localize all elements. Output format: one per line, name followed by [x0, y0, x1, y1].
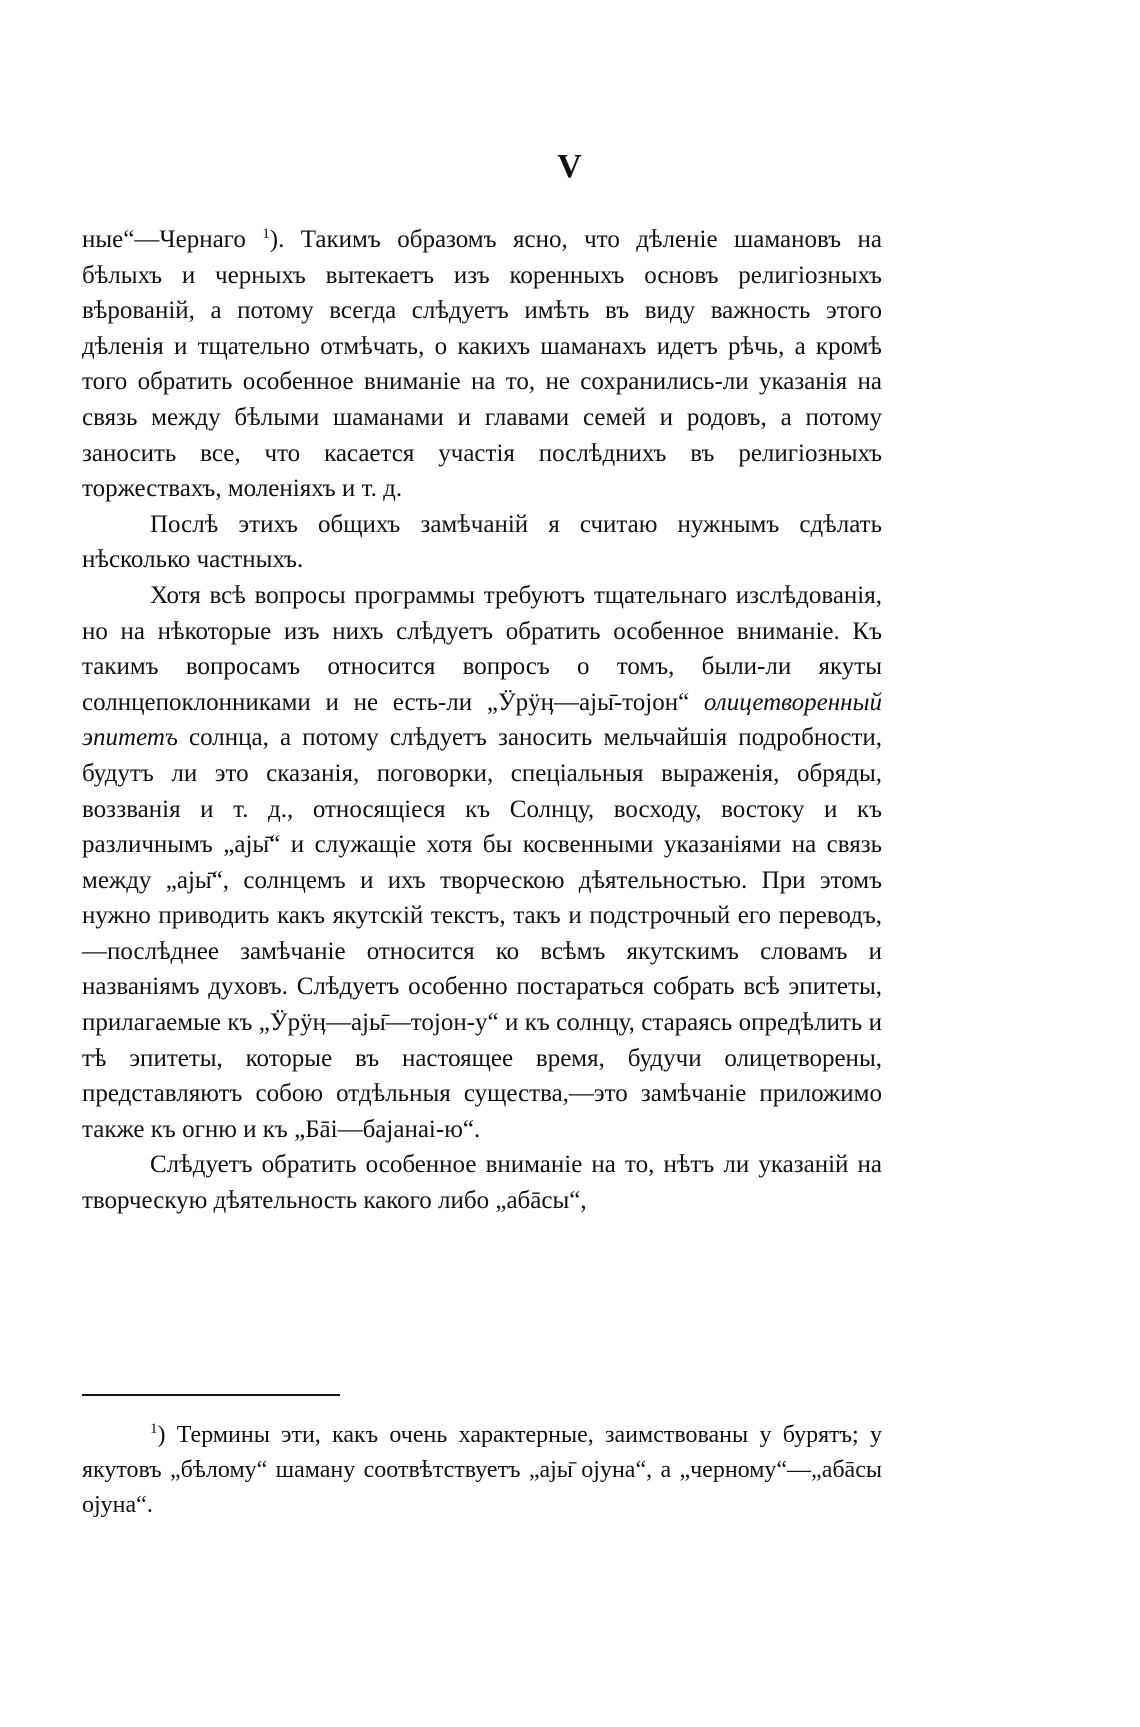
- paragraph-4: Слѣдуетъ обратить особенное вниманіе на то, нѣтъ ли указаній на творческую дѣятельность какого либо „абāсы“,: [82, 1151, 882, 1215]
- footnote-marker: 1: [150, 1421, 158, 1437]
- paragraph-1-rest: ). Такимъ образомъ ясно, что дѣленіе шамановъ на бѣлыхъ и черныхъ вытекаетъ изъ коренныхъ основъ религіозныхъ вѣрованій, а потому всегда слѣдуетъ имѣть въ виду важность этого дѣленія и тщательно отмѣчать, о какихъ шаманахъ идетъ рѣчь, а кромѣ того обратить особенное вниманіе на то, не сохранились-ли указанія на связь между бѣлыми шаманами и главами семей и родовъ, а потому заносить все, что касается участія послѣднихъ въ религіозныхъ торжествахъ, моленіяхъ и т. д.: [82, 226, 882, 503]
- main-text: [82, 222, 882, 1219]
- footnote-text: ) Термины эти, какъ очень характерные, заимствованы у бурятъ; у якутовъ „бѣлому“ шаману соотвѣтствуетъ „ајы̄ ојуна“, а „черному“—„абāсы ојуна“.: [82, 1422, 882, 1518]
- paragraph-3: [82, 578, 882, 1148]
- paragraph-3-italic: олицетворенный эпитетъ: [82, 688, 882, 752]
- footnote: [82, 1418, 882, 1523]
- footnote-divider: [82, 1394, 340, 1396]
- paragraph-1: [82, 222, 882, 507]
- paragraph-1-start: ные“—Чернаго: [82, 226, 263, 253]
- paragraph-3-part-b: солнца, а потому слѣдуетъ заносить мельчайшія подробности, будутъ ли это сказанія, поговорки, спеціальныя выраженія, обряды, воззванія и т. д., относящіеся къ Солнцу, восходу, востоку и къ различнымъ „ајы̄“ и служащіе хотя бы косвенными указаніями на связь между „ајы̄“, солнцемъ и ихъ творческою дѣятельностью. При этомъ нужно приводить какъ якутскій текстъ, такъ и подстрочный его переводъ,—послѣднее замѣчаніе относится ко всѣмъ якутскимъ словамъ и названіямъ духовъ. Слѣдуетъ особенно постараться собрать всѣ эпитеты, прилагаемые къ „Ӱрӱӊ—ајы̄—тојон-у“ и къ солнцу, стараясь опредѣлить и тѣ эпитеты, которые въ настоящее время, будучи олицетворены, представляютъ собою отдѣльныя существа,—это замѣчаніе приложимо также къ огню и къ „Бāі—бајанаі-ю“.: [82, 724, 882, 1143]
- page-number: V: [557, 148, 583, 185]
- paragraph-2: Послѣ этихъ общихъ замѣчаній я считаю нужнымъ сдѣлать нѣсколько частныхъ.: [82, 510, 882, 574]
- footnote-reference: 1: [262, 226, 270, 242]
- paragraph-3-part-a: Хотя всѣ вопросы программы требуютъ тщательнаго изслѣдованія, но на нѣкоторые изъ нихъ слѣдуетъ обратить особенное вниманіе. Къ такимъ вопросамъ относится вопросъ о томъ, были-ли якуты солнцепоклонниками и не есть-ли „Ӱрӱӊ—ајы̄-тојон“: [82, 581, 882, 716]
